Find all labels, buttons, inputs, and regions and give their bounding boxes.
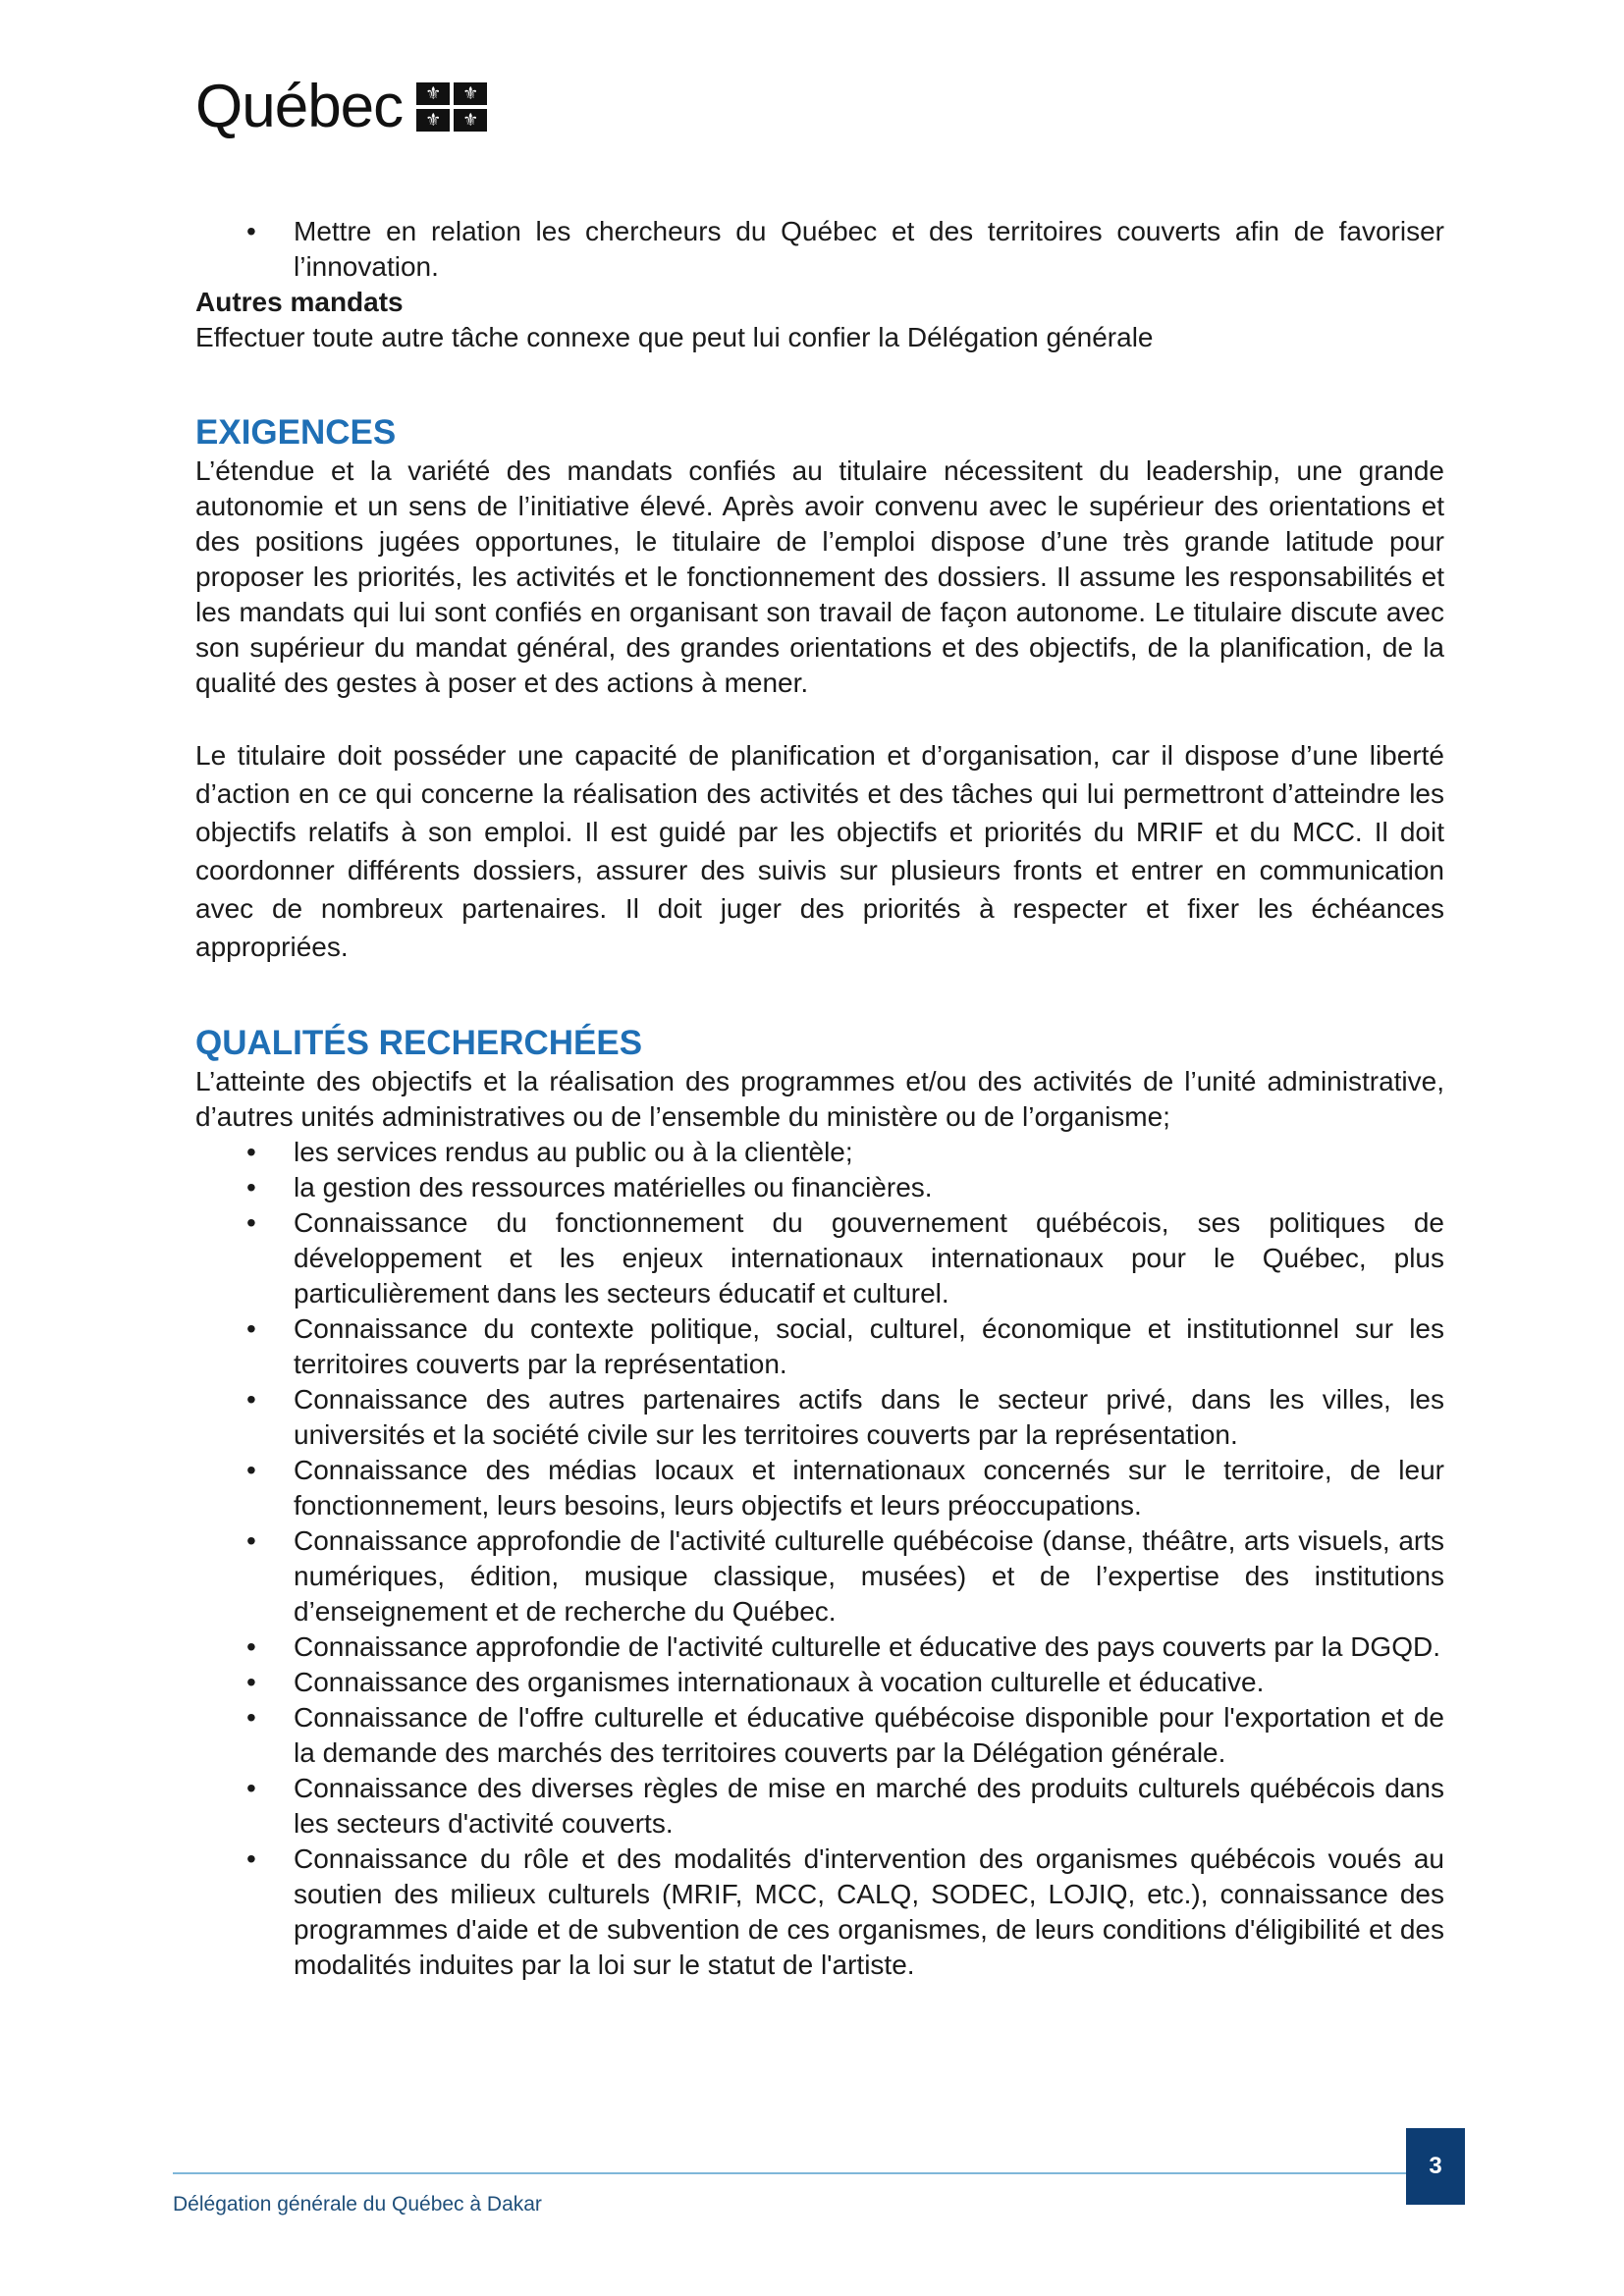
quebec-logo [195, 73, 487, 140]
list-item: • Connaissance du contexte politique, social, culturel, économique et institutionnel sur les territoires couverts par la représentation. [195, 1311, 1444, 1382]
fleur-de-lis-icon: ⚜ [416, 109, 450, 132]
list-item: • Connaissance approfondie de l'activité culturelle et éducative des pays couverts par la DGQD. [195, 1629, 1444, 1665]
list-item: • Connaissance des organismes internationaux à vocation culturelle et éducative. [195, 1665, 1444, 1700]
logo-wordmark: Québec [195, 73, 404, 140]
autres-mandats-text: Effectuer toute autre tâche connexe que peut lui confier la Délégation générale [195, 322, 1154, 352]
autres-mandats-heading: Autres mandats [195, 287, 404, 317]
exigences-heading: EXIGENCES [195, 413, 397, 452]
qualites-intro: L’atteinte des objectifs et la réalisation des programmes et/ou des activités de l’unité administrative, d’autres unités administratives ou de l’ensemble du ministère ou de l’organisme; [195, 1066, 1444, 1132]
list-item: • les services rendus au public ou à la clientèle; [195, 1135, 1444, 1170]
fleur-de-lis-icon: ⚜ [454, 109, 487, 132]
list-item: • la gestion des ressources matérielles ou financières. [195, 1170, 1444, 1205]
list-item: • Connaissance du fonctionnement du gouvernement québécois, ses politiques de développement et les enjeux internationaux internationaux pour le Québec, plus particulièrement dans les secteurs éducatif et culturel. [195, 1205, 1444, 1311]
list-item: • Connaissance des médias locaux et internationaux concernés sur le territoire, de leur fonctionnement, leurs besoins, leurs objectifs et leurs préoccupations. [195, 1453, 1444, 1523]
list-item: • Connaissance approfondie de l'activité culturelle québécoise (danse, théâtre, arts visuels, arts numériques, édition, musique classique, musées) et de l’expertise des institutions d’enseignement et de recherche du Québec. [195, 1523, 1444, 1629]
qualites-heading: QUALITÉS RECHERCHÉES [195, 1024, 643, 1062]
fleur-de-lis-icon: ⚜ [454, 82, 487, 105]
page-number: 3 [1406, 2128, 1465, 2205]
list-item: • Connaissance des autres partenaires actifs dans le secteur privé, dans les villes, les universités et la société civile sur les territoires couverts par la représentation. [195, 1382, 1444, 1453]
list-item: • Mettre en relation les chercheurs du Québec et des territoires couverts afin de favoriser l’innovation. [195, 214, 1444, 285]
footer-text: Délégation générale du Québec à Dakar [173, 2193, 542, 2216]
intro-bullet-list [195, 214, 1444, 285]
fleur-de-lis-icon: ⚜ [416, 82, 450, 105]
fleur-de-lis-flag-icon [416, 82, 487, 132]
list-item: • Connaissance des diverses règles de mise en marché des produits culturels québécois dans les secteurs d'activité couverts. [195, 1771, 1444, 1842]
qualites-list [195, 1135, 1444, 1983]
exigences-paragraph-1: L’étendue et la variété des mandats confiés au titulaire nécessitent du leadership, une grande autonomie et un sens de l’initiative élevé. Après avoir convenu avec le supérieur des orientations et des positions jugées opportunes, le titulaire de l’emploi dispose d’une très grande latitude pour proposer les priorités, les activités et le fonctionnement des dossiers. Il assume les responsabilités et les mandats qui lui sont confiés en organisant son travail de façon autonome. Le titulaire discute avec son supérieur du mandat général, des grandes orientations et des objectifs, de la planification, de la qualité des gestes à poser et des actions à mener. [195, 455, 1444, 698]
footer-divider [173, 2172, 1449, 2174]
exigences-paragraph-2: Le titulaire doit posséder une capacité de planification et d’organisation, car il dispose d’une liberté d’action en ce qui concerne la réalisation des activités et des tâches qui lui permettront d’atteindre les objectifs relatifs à son emploi. Il est guidé par les objectifs et priorités du MRIF et du MCC. Il doit coordonner différents dossiers, assurer des suivis sur plusieurs fronts et entrer en communication avec de nombreux partenaires. Il doit juger des priorités à respecter et fixer les échéances appropriées. [195, 740, 1444, 962]
list-item: • Connaissance de l'offre culturelle et éducative québécoise disponible pour l'exportation et de la demande des marchés des territoires couverts par la Délégation générale. [195, 1700, 1444, 1771]
list-item: • Connaissance du rôle et des modalités d'intervention des organismes québécois voués au soutien des milieux culturels (MRIF, MCC, CALQ, SODEC, LOJIQ, etc.), connaissance des programmes d'aide et de subvention de ces organismes, de leurs conditions d'éligibilité et des modalités induites par la loi sur le statut de l'artiste. [195, 1842, 1444, 1983]
document-body [195, 214, 1444, 1983]
